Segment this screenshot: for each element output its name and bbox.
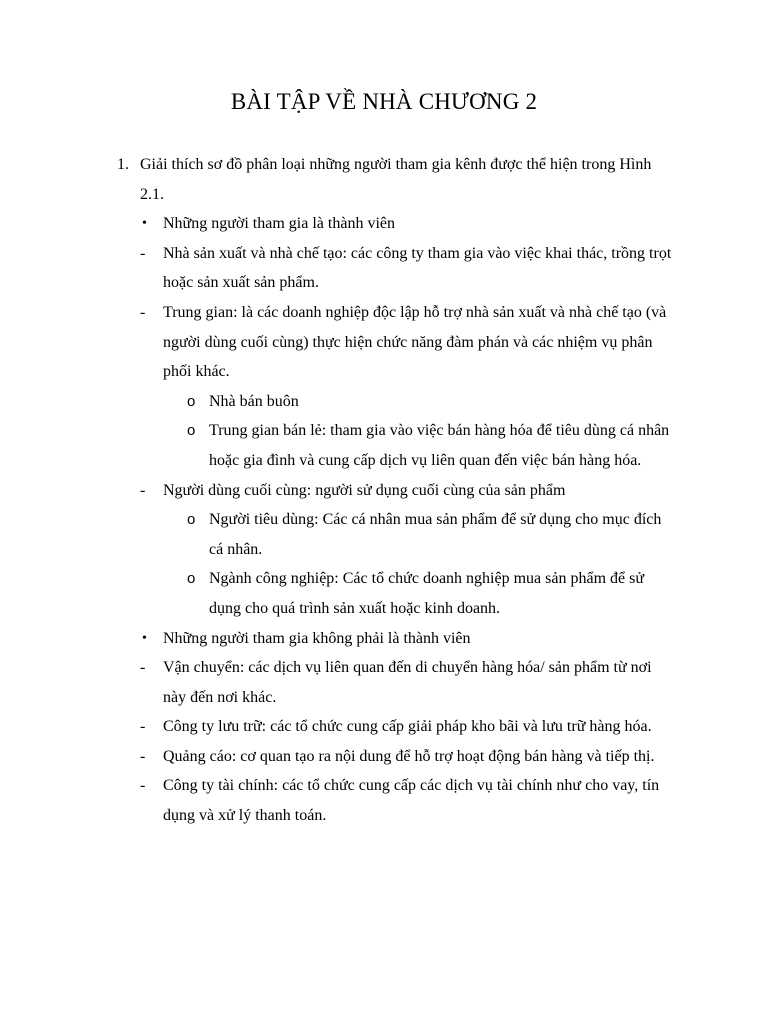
circle-bullet-icon: o: [187, 392, 196, 410]
dash-marker: -: [140, 481, 146, 499]
non-members-heading: Những người tham gia không phải là thành viên: [163, 629, 471, 647]
question-number: 1.: [117, 156, 129, 173]
advertising-text: Quảng cáo: cơ quan tạo ra nội dung để hỗ trợ hoạt động bán hàng và tiếp thị.: [163, 747, 655, 765]
non-members-heading-item: [0, 624, 768, 654]
circle-bullet-icon: o: [187, 422, 196, 440]
list-item-end-users: [0, 476, 768, 506]
circle-bullet-icon: o: [187, 570, 196, 588]
dash-marker: -: [140, 659, 146, 677]
list-item-storage: [0, 712, 768, 742]
finance-text: Công ty tài chính: các tổ chức cung cấp các dịch vụ tài chính như cho vay, tín dụng và xử lý thanh toán.: [163, 777, 660, 825]
intermediaries-text: Trung gian: là các doanh nghiệp độc lập hỗ trợ nhà sản xuất và nhà chế tạo (và người dùng cuối cùng) thực hiện chức năng đàm phán và các nhiệm vụ phân phối khác.: [163, 303, 667, 381]
dash-marker: -: [140, 303, 146, 321]
document-title: BÀI TẬP VỀ NHÀ CHƯƠNG 2: [230, 89, 538, 114]
retail-text: Trung gian bán lẻ: tham gia vào việc bán hàng hóa để tiêu dùng cá nhân hoặc gia đình và cung cấp dịch vụ liên quan đến việc bán hàng hóa.: [209, 422, 670, 469]
sub-item-retail: [0, 416, 768, 475]
dash-marker: -: [140, 747, 146, 765]
sub-item-wholesale: [0, 387, 768, 417]
storage-text: Công ty lưu trữ: các tổ chức cung cấp giải pháp kho bãi và lưu trữ hàng hóa.: [163, 718, 652, 736]
document-body: [0, 150, 768, 831]
dash-marker: -: [140, 777, 146, 795]
question-item: [0, 150, 768, 209]
end-users-text: Người dùng cuối cùng: người sử dụng cuối cùng của sản phẩm: [163, 481, 566, 499]
bullet-icon: •: [142, 630, 147, 646]
wholesale-text: Nhà bán buôn: [209, 392, 299, 410]
list-item-transport: [0, 653, 768, 712]
sub-item-industrial: [0, 564, 768, 623]
question-text: Giải thích sơ đồ phân loại những người tham gia kênh được thể hiện trong Hình 2.1.: [140, 156, 652, 203]
members-heading-item: [0, 209, 768, 239]
consumers-text: Người tiêu dùng: Các cá nhân mua sản phẩm để sử dụng cho mục đích cá nhân.: [209, 511, 662, 558]
producers-text: Nhà sản xuất và nhà chế tạo: các công ty tham gia vào việc khai thác, trồng trọt hoặc sản xuất sản phẩm.: [163, 244, 672, 292]
circle-bullet-icon: o: [187, 511, 196, 529]
list-item-intermediaries: [0, 298, 768, 387]
transport-text: Vận chuyển: các dịch vụ liên quan đến di chuyển hàng hóa/ sản phẩm từ nơi này đến nơi khác.: [163, 659, 652, 706]
list-item-finance: [0, 771, 768, 830]
dash-marker: -: [140, 244, 146, 262]
members-heading: Những người tham gia là thành viên: [163, 215, 395, 233]
list-item-producers: [0, 239, 768, 298]
sub-item-consumers: [0, 505, 768, 564]
list-item-advertising: [0, 742, 768, 772]
dash-marker: -: [140, 718, 146, 736]
bullet-icon: •: [142, 216, 147, 232]
industrial-text: Ngành công nghiệp: Các tổ chức doanh nghiệp mua sản phẩm để sử dụng cho quá trình sản xuất hoặc kinh doanh.: [209, 570, 645, 617]
